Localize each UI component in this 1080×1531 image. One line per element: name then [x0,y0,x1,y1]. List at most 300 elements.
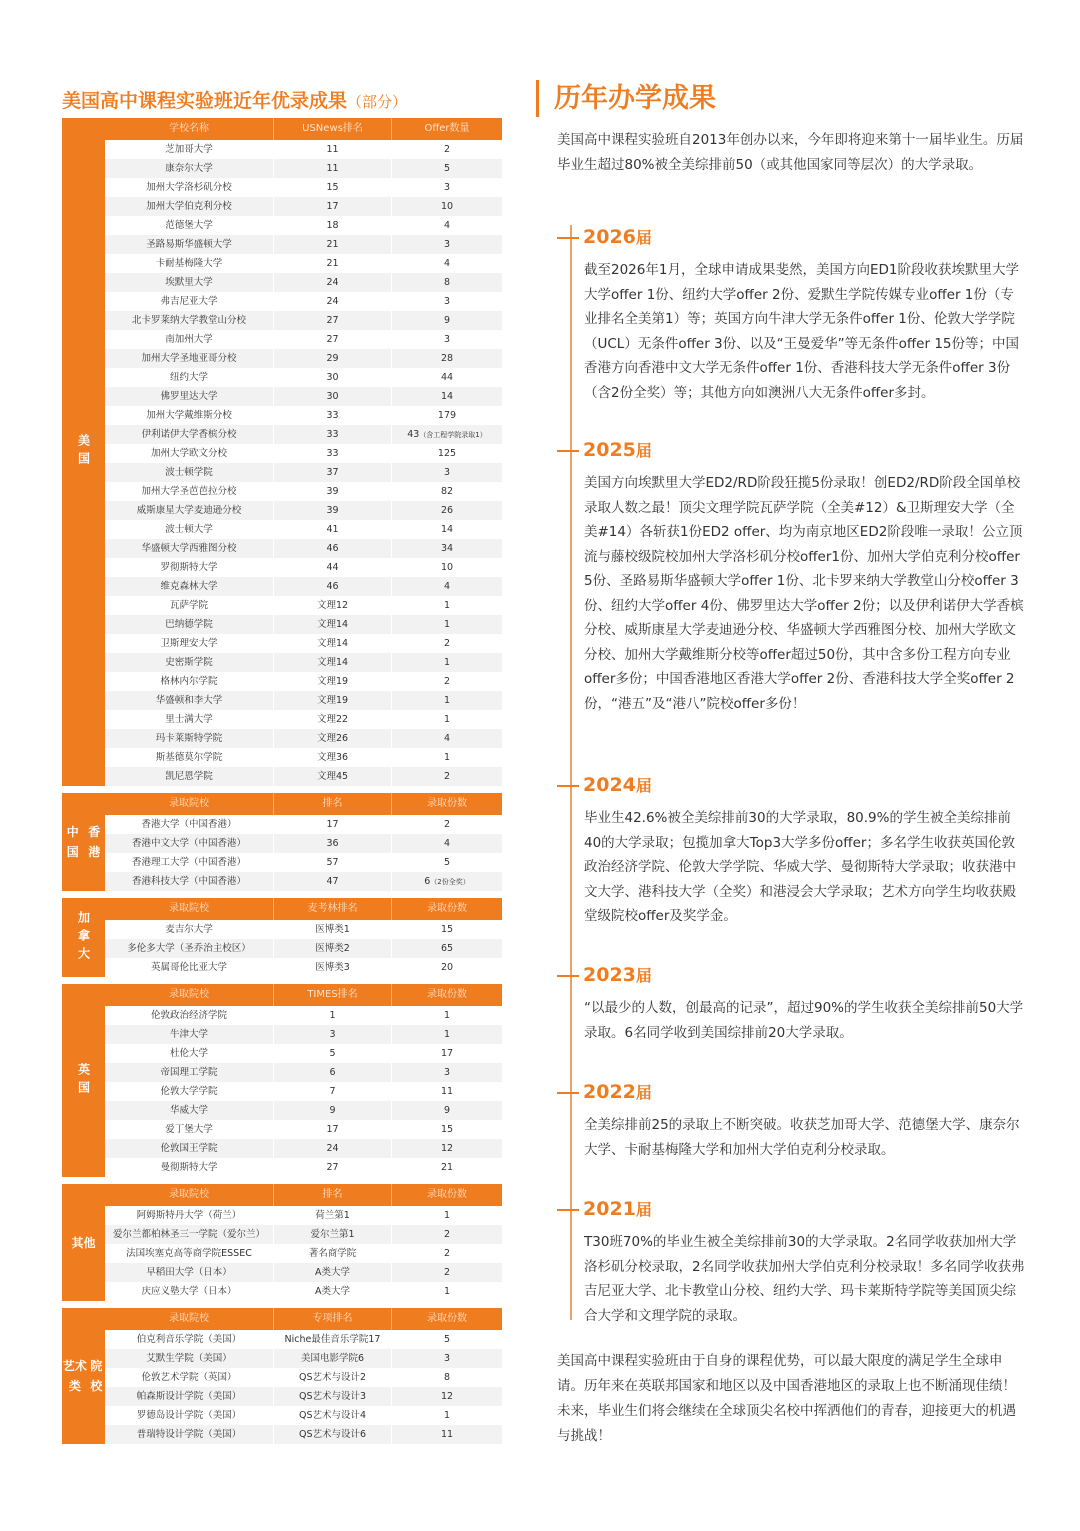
offer-count: 3 [443,296,451,307]
timeline-year: 2022届 [583,1081,652,1103]
offer-count: 6（2份全奖） [424,876,470,887]
table-row [105,1101,502,1120]
offer-count: 8 [443,277,451,288]
column-header: TIMES排名 [274,984,392,1006]
offer-count: 1 [443,752,451,763]
offer-count: 11 [440,1429,454,1440]
ranking: 30 [274,368,392,387]
table-row [105,254,502,273]
admission-section [62,1184,502,1301]
table-row [105,520,502,539]
table-row [105,1330,502,1349]
table-row [105,710,502,729]
offer-count: 11 [440,1086,454,1097]
ranking: 27 [274,1158,392,1177]
table-row [105,653,502,672]
ranking: 医博类1 [274,920,392,939]
ranking: QS艺术与设计2 [274,1368,392,1387]
left-title-sub: （部分） [347,93,408,111]
school-name: 香港大学（中国香港） [105,815,274,834]
table-header-row [105,793,502,815]
offer-count: 1 [443,1410,451,1421]
ranking: 33 [274,406,392,425]
timeline-text: 全美综排前25的录取上不断突破。收获芝加哥大学、范德堡大学、康奈尔大学、卡耐基梅隆大学和加州大学伯克利分校录取。 [584,1117,1020,1158]
school-name: 加州大学圣地亚哥分校 [105,349,274,368]
ranking: 57 [274,853,392,872]
school-name: 伦敦国王学院 [105,1139,274,1158]
column-header: 录取院校 [105,1184,274,1206]
table-row [105,216,502,235]
school-name: 香港科技大学（中国香港） [105,872,274,891]
column-header: 录取份数 [427,1189,467,1200]
admission-table [105,118,502,786]
ranking: 24 [274,1139,392,1158]
ranking: 17 [274,815,392,834]
offer-count: 2 [443,1267,451,1278]
table-header-row [105,1184,502,1206]
ranking: 17 [274,197,392,216]
admission-section [62,1308,502,1444]
table-row [105,330,502,349]
school-name: 伦敦政治经济学院 [105,1006,274,1025]
table-row [105,539,502,558]
ranking: 11 [274,140,392,159]
offer-count: 4 [443,733,451,744]
offer-count: 1 [443,1286,451,1297]
ranking: 27 [274,311,392,330]
school-name: 佛罗里达大学 [105,387,274,406]
ranking: 文理14 [274,634,392,653]
school-name: 伊利诺伊大学香槟分校 [105,425,274,444]
school-name: 多伦多大学（圣乔治主校区） [105,939,274,958]
timeline-year-suffix: 届 [635,966,652,985]
offer-count: 1 [443,1029,451,1040]
table-row [105,1082,502,1101]
school-name: 加州大学洛杉矶分校 [105,178,274,197]
offer-count: 3 [443,334,451,345]
offer-count: 2 [443,771,451,782]
school-name: 爱丁堡大学 [105,1120,274,1139]
ranking: 文理19 [274,672,392,691]
offer-count: 4 [443,838,451,849]
school-name: 范德堡大学 [105,216,274,235]
offer-count: 4 [443,258,451,269]
offer-note: （2份全奖） [430,878,470,886]
ranking: 11 [274,159,392,178]
table-row [105,558,502,577]
offer-count: 5 [443,1334,451,1345]
timeline-tick [557,1209,579,1211]
timeline-year: 2024届 [583,774,652,796]
ranking: 46 [274,539,392,558]
ranking: 1 [274,1006,392,1025]
ranking: 36 [274,834,392,853]
table-header-row [105,1308,502,1330]
admission-section [62,793,502,891]
column-header: 学校名称 [105,118,274,140]
offer-count: 2 [443,1229,451,1240]
outro-paragraph: 美国高中课程实验班由于自身的课程优势，可以最大限度的满足学生全球申请。历年来在英联邦国家和地区以及中国香港地区的录取上也不断涌现佳绩！未来，毕业生们将会继续在全球顶尖名校中挥洒他们的青春，迎接更大的机遇与挑战！ [557,1353,1016,1444]
column-header: 录取院校 [105,793,274,815]
sections [62,118,502,1444]
ranking: 39 [274,501,392,520]
admission-tables [62,84,502,1451]
ranking: 24 [274,292,392,311]
offer-count: 1 [443,619,451,630]
offer-count: 2 [443,819,451,830]
offer-count: 26 [440,505,454,516]
offer-count: 15 [440,924,454,935]
table-row [105,1244,502,1263]
ranking: 6 [274,1063,392,1082]
school-name: 加州大学伯克利分校 [105,197,274,216]
offer-count: 3 [443,1353,451,1364]
ranking: 荷兰第1 [274,1206,392,1225]
school-name: 伯克利音乐学院（美国） [105,1330,274,1349]
column-header: 录取份数 [427,1313,467,1324]
school-name: 波士顿大学 [105,520,274,539]
table-row [105,634,502,653]
timeline-text: “以最少的人数，创最高的记录”，超过90%的学生收获全美综排前50大学录取。6名同学收到美国综排前20大学录取。 [584,1000,1024,1041]
timeline-year-suffix: 届 [635,228,652,247]
timeline-tick [557,1092,579,1094]
ranking: 文理36 [274,748,392,767]
left-title [62,84,502,118]
ranking: 15 [274,178,392,197]
table-row [105,1349,502,1368]
school-name: 香港中文大学（中国香港） [105,834,274,853]
title-accent-bar [536,80,539,117]
section-label [62,1308,105,1444]
admission-table [105,898,502,977]
offer-count: 3 [443,182,451,193]
school-name: 帝国理工学院 [105,1063,274,1082]
offer-count: 14 [440,391,454,402]
table-row [105,368,502,387]
school-name: 麦吉尔大学 [105,920,274,939]
section-label: 加拿大 [62,898,105,977]
ranking: 24 [274,273,392,292]
school-name: 芝加哥大学 [105,140,274,159]
offer-note: （含工程学院录取1） [419,431,487,439]
table-row [105,691,502,710]
timeline-tick [557,785,579,787]
column-header: 录取院校 [105,1308,274,1330]
section-label-line2: 香港 [88,825,101,859]
school-name: 伦敦艺术学院（英国） [105,1368,274,1387]
table-row [105,815,502,834]
offer-count: 12 [440,1391,454,1402]
ranking: QS艺术与设计6 [274,1425,392,1444]
timeline-year-suffix: 届 [635,1200,652,1219]
ranking: 文理26 [274,729,392,748]
ranking: A类大学 [274,1263,392,1282]
offer-count: 1 [443,1210,451,1221]
table-row [105,292,502,311]
school-name: 威斯康星大学麦迪逊分校 [105,501,274,520]
offer-count: 28 [440,353,454,364]
offer-count: 3 [443,1067,451,1078]
offer-count: 15 [440,1124,454,1135]
offer-count: 20 [440,962,454,973]
section-label: 英国 [62,984,105,1177]
table-row [105,1206,502,1225]
admission-table [105,793,502,891]
table-row [105,672,502,691]
table-row [105,767,502,786]
table-row [105,1263,502,1282]
timeline-year: 2026届 [583,226,652,248]
ranking: 27 [274,330,392,349]
ranking: 18 [274,216,392,235]
offer-count: 5 [443,857,451,868]
school-name: 埃默里大学 [105,273,274,292]
table-row [105,1225,502,1244]
column-header: 录取院校 [105,984,274,1006]
ranking: 39 [274,482,392,501]
ranking: 37 [274,463,392,482]
ranking: 文理19 [274,691,392,710]
school-name: 史密斯学院 [105,653,274,672]
intro-paragraph: 美国高中课程实验班自2013年创办以来，今年即将迎来第十一届毕业生。历届毕业生超过80%被全美综排前50（或其他国家同等层次）的大学录取。 [557,132,1024,173]
section-label-line2: 院校 [90,1359,103,1393]
timeline-year: 2023届 [583,964,652,986]
table-row [105,463,502,482]
timeline-tick [557,975,579,977]
table-row [105,596,502,615]
school-name: 卡耐基梅隆大学 [105,254,274,273]
table-row [105,311,502,330]
timeline-text: T30班70%的毕业生被全美综排前30的大学录取。2名同学收获加州大学洛杉矶分校录取，2名同学收获加州大学伯克利分校录取！多名同学收获弗吉尼亚大学、北卡教堂山分校、纽约大学、玛卡莱斯特学院等美国顶尖综合大学和文理学院的录取。 [584,1234,1025,1324]
offer-count: 14 [440,524,454,535]
school-name: 庆应义塾大学（日本） [105,1282,274,1301]
table-header-row [105,118,502,140]
ranking: 文理14 [274,615,392,634]
table-row [105,406,502,425]
school-name: 纽约大学 [105,368,274,387]
timeline-year-suffix: 届 [635,1083,652,1102]
offer-count: 2 [443,676,451,687]
admission-section [62,898,502,977]
table-row [105,834,502,853]
school-name: 爱尔兰都柏林圣三一学院（爱尔兰） [105,1225,274,1244]
table-row [105,482,502,501]
table-header-row [105,984,502,1006]
school-name: 里士满大学 [105,710,274,729]
ranking: 29 [274,349,392,368]
school-name: 卫斯理安大学 [105,634,274,653]
school-name: 伦敦大学学院 [105,1082,274,1101]
table-row [105,140,502,159]
ranking: 21 [274,235,392,254]
offer-count: 1 [443,600,451,611]
column-header: Offer数量 [424,123,470,134]
ranking: 9 [274,1101,392,1120]
table-row [105,1120,502,1139]
ranking: 3 [274,1025,392,1044]
school-name: 帕森斯设计学院（美国） [105,1387,274,1406]
admission-table [105,984,502,1177]
timeline-year: 2021届 [583,1198,652,1220]
section-label: 美国 [62,118,105,786]
section-label [62,793,105,891]
school-name: 艾默生学院（美国） [105,1349,274,1368]
offer-count: 10 [440,562,454,573]
ranking: 17 [274,1120,392,1139]
ranking: Niche最佳音乐学院17 [274,1330,392,1349]
school-name: 加州大学戴维斯分校 [105,406,274,425]
section-label-line1: 中国 [66,825,79,859]
offer-count: 1 [443,657,451,668]
offer-count: 43（含工程学院录取1） [407,429,487,440]
ranking: 著名商学院 [274,1244,392,1263]
table-row [105,729,502,748]
ranking: 21 [274,254,392,273]
ranking: 33 [274,425,392,444]
school-name: 玛卡莱斯特学院 [105,729,274,748]
timeline-text: 毕业生42.6%被全美综排前30的大学录取，80.9%的学生被全美综排前40的大学录取；包揽加拿大Top3大学多份offer；多名学生收获英国伦敦政治经济学院、伦敦大学学院、华威大学、曼彻斯特大学录取；收获港中文大学、港科技大学（全奖）和港浸会大学录取；艺术方向学生均收获殿堂级院校offer及奖学金。 [584,810,1016,924]
offer-count: 179 [437,410,457,421]
timeline-tick [557,237,579,239]
timeline-tick [557,450,579,452]
ranking: A类大学 [274,1282,392,1301]
section-label-line1: 艺术类 [62,1359,87,1393]
offer-count: 21 [440,1162,454,1173]
table-row [105,939,502,958]
ranking: 医博类2 [274,939,392,958]
ranking: 7 [274,1082,392,1101]
table-row [105,748,502,767]
admission-section [62,118,502,786]
table-row [105,1368,502,1387]
ranking: 文理14 [274,653,392,672]
column-header: 专项排名 [274,1308,392,1330]
table-row [105,159,502,178]
offer-count: 125 [437,448,457,459]
offer-count: 10 [440,201,454,212]
table-row [105,872,502,891]
school-name: 华盛顿大学西雅图分校 [105,539,274,558]
school-name: 弗吉尼亚大学 [105,292,274,311]
school-name: 南加州大学 [105,330,274,349]
school-name: 北卡罗莱纳大学教堂山分校 [105,311,274,330]
ranking: 44 [274,558,392,577]
offer-count: 65 [440,943,454,954]
school-name: 瓦萨学院 [105,596,274,615]
table-row [105,273,502,292]
table-row [105,178,502,197]
table-row [105,1006,502,1025]
left-title-main: 美国高中课程实验班近年优录成果 [62,90,348,112]
school-name: 曼彻斯特大学 [105,1158,274,1177]
school-name: 巴纳德学院 [105,615,274,634]
ranking: 文理45 [274,767,392,786]
timeline-year: 2025届 [583,439,652,461]
ranking: QS艺术与设计3 [274,1387,392,1406]
school-name: 牛津大学 [105,1025,274,1044]
offer-count: 2 [443,144,451,155]
ranking: 5 [274,1044,392,1063]
admission-section [62,984,502,1177]
table-row [105,387,502,406]
column-header: 录取份数 [427,989,467,1000]
admission-table [105,1184,502,1301]
school-name: 杜伦大学 [105,1044,274,1063]
ranking: 文理12 [274,596,392,615]
school-name: 格林内尔学院 [105,672,274,691]
offer-count: 8 [443,1372,451,1383]
offer-count: 4 [443,220,451,231]
offer-count: 44 [440,372,454,383]
offer-count: 1 [443,1010,451,1021]
ranking: 30 [274,387,392,406]
offer-count: 4 [443,581,451,592]
column-header: 录取份数 [427,798,467,809]
right-title: 历年办学成果 [554,83,716,114]
school-name: 波士顿学院 [105,463,274,482]
timeline-line [570,225,572,1320]
table-row [105,920,502,939]
column-header: 录取份数 [427,903,467,914]
school-name: 罗德岛设计学院（美国） [105,1406,274,1425]
offer-count: 3 [443,239,451,250]
school-name: 罗彻斯特大学 [105,558,274,577]
table-row [105,1044,502,1063]
offer-count: 34 [440,543,454,554]
offer-count: 17 [440,1048,454,1059]
school-name: 华威大学 [105,1101,274,1120]
table-row [105,853,502,872]
timeline-text: 美国方向埃默里大学ED2/RD阶段狂揽5份录取！创ED2/RD阶段全国单校录取人数之最！顶尖文理学院瓦萨学院（全美#12）&卫斯理安大学（全美#14）各斩获1份ED2 offer、均为南京地区ED2阶段唯一录取！公立顶流与藤校级院校加州大学洛杉矶分校offer1份、加州大学伯克利分校offer 5份、圣路易斯华盛顿大学offer 1份、北卡罗来纳大学教堂山分校offer 3份、纽约大学offer 4份、佛罗里达大学offer 2份；以及伊利诺伊大学香槟分校、威斯康星大学麦迪逊分校、华盛顿大学西雅图分校、加州大学欧文分校、加州大学戴维斯分校等offer超过50份，其中含多份工程方向专业offer多份；中国香港地区香港大学offer 2份、香港科技大学全奖offer 2份，“港五”及“港八”院校offer多份！ [584,475,1024,712]
table-row [105,1025,502,1044]
ranking: 33 [274,444,392,463]
table-row [105,1139,502,1158]
offer-count: 2 [443,1248,451,1259]
offer-count: 12 [440,1143,454,1154]
timeline-text: 截至2026年1月，全球申请成果斐然，美国方向ED1阶段收获埃默里大学大学offer 1份、纽约大学offer 2份、爱默生学院传媒专业offer 1份（专业排名全美第1）等；英国方向牛津大学无条件offer 1份、伦敦大学学院（UCL）无条件offer 3份、以及“王曼爱华”等无条件offer 15份等；中国香港方向香港中文大学无条件offer 1份、香港科技大学无条件offer 3份（含2份全奖）等；其他方向如澳洲八大无条件offer多封。 [584,262,1019,401]
table-row [105,615,502,634]
table-row [105,425,502,444]
section-label: 其他 [62,1184,105,1301]
table-row [105,1282,502,1301]
ranking: 爱尔兰第1 [274,1225,392,1244]
offer-count: 3 [443,467,451,478]
school-name: 阿姆斯特丹大学（荷兰） [105,1206,274,1225]
offer-count: 2 [443,638,451,649]
table-row [105,235,502,254]
school-name: 康奈尔大学 [105,159,274,178]
table-header-row [105,898,502,920]
school-name: 加州大学圣芭芭拉分校 [105,482,274,501]
column-header: 麦考林排名 [274,898,392,920]
admission-table [105,1308,502,1444]
column-header: USNews排名 [274,118,392,140]
table-row [105,1063,502,1082]
school-name: 加州大学欧文分校 [105,444,274,463]
school-name: 香港理工大学（中国香港） [105,853,274,872]
school-name: 圣路易斯华盛顿大学 [105,235,274,254]
ranking: 文理22 [274,710,392,729]
offer-count: 9 [443,1105,451,1116]
timeline-year-suffix: 届 [635,441,652,460]
timeline-year-suffix: 届 [635,776,652,795]
column-header: 排名 [274,1184,392,1206]
offer-count: 9 [443,315,451,326]
column-header: 录取院校 [105,898,274,920]
ranking: QS艺术与设计4 [274,1406,392,1425]
school-name: 维克森林大学 [105,577,274,596]
table-row [105,1158,502,1177]
